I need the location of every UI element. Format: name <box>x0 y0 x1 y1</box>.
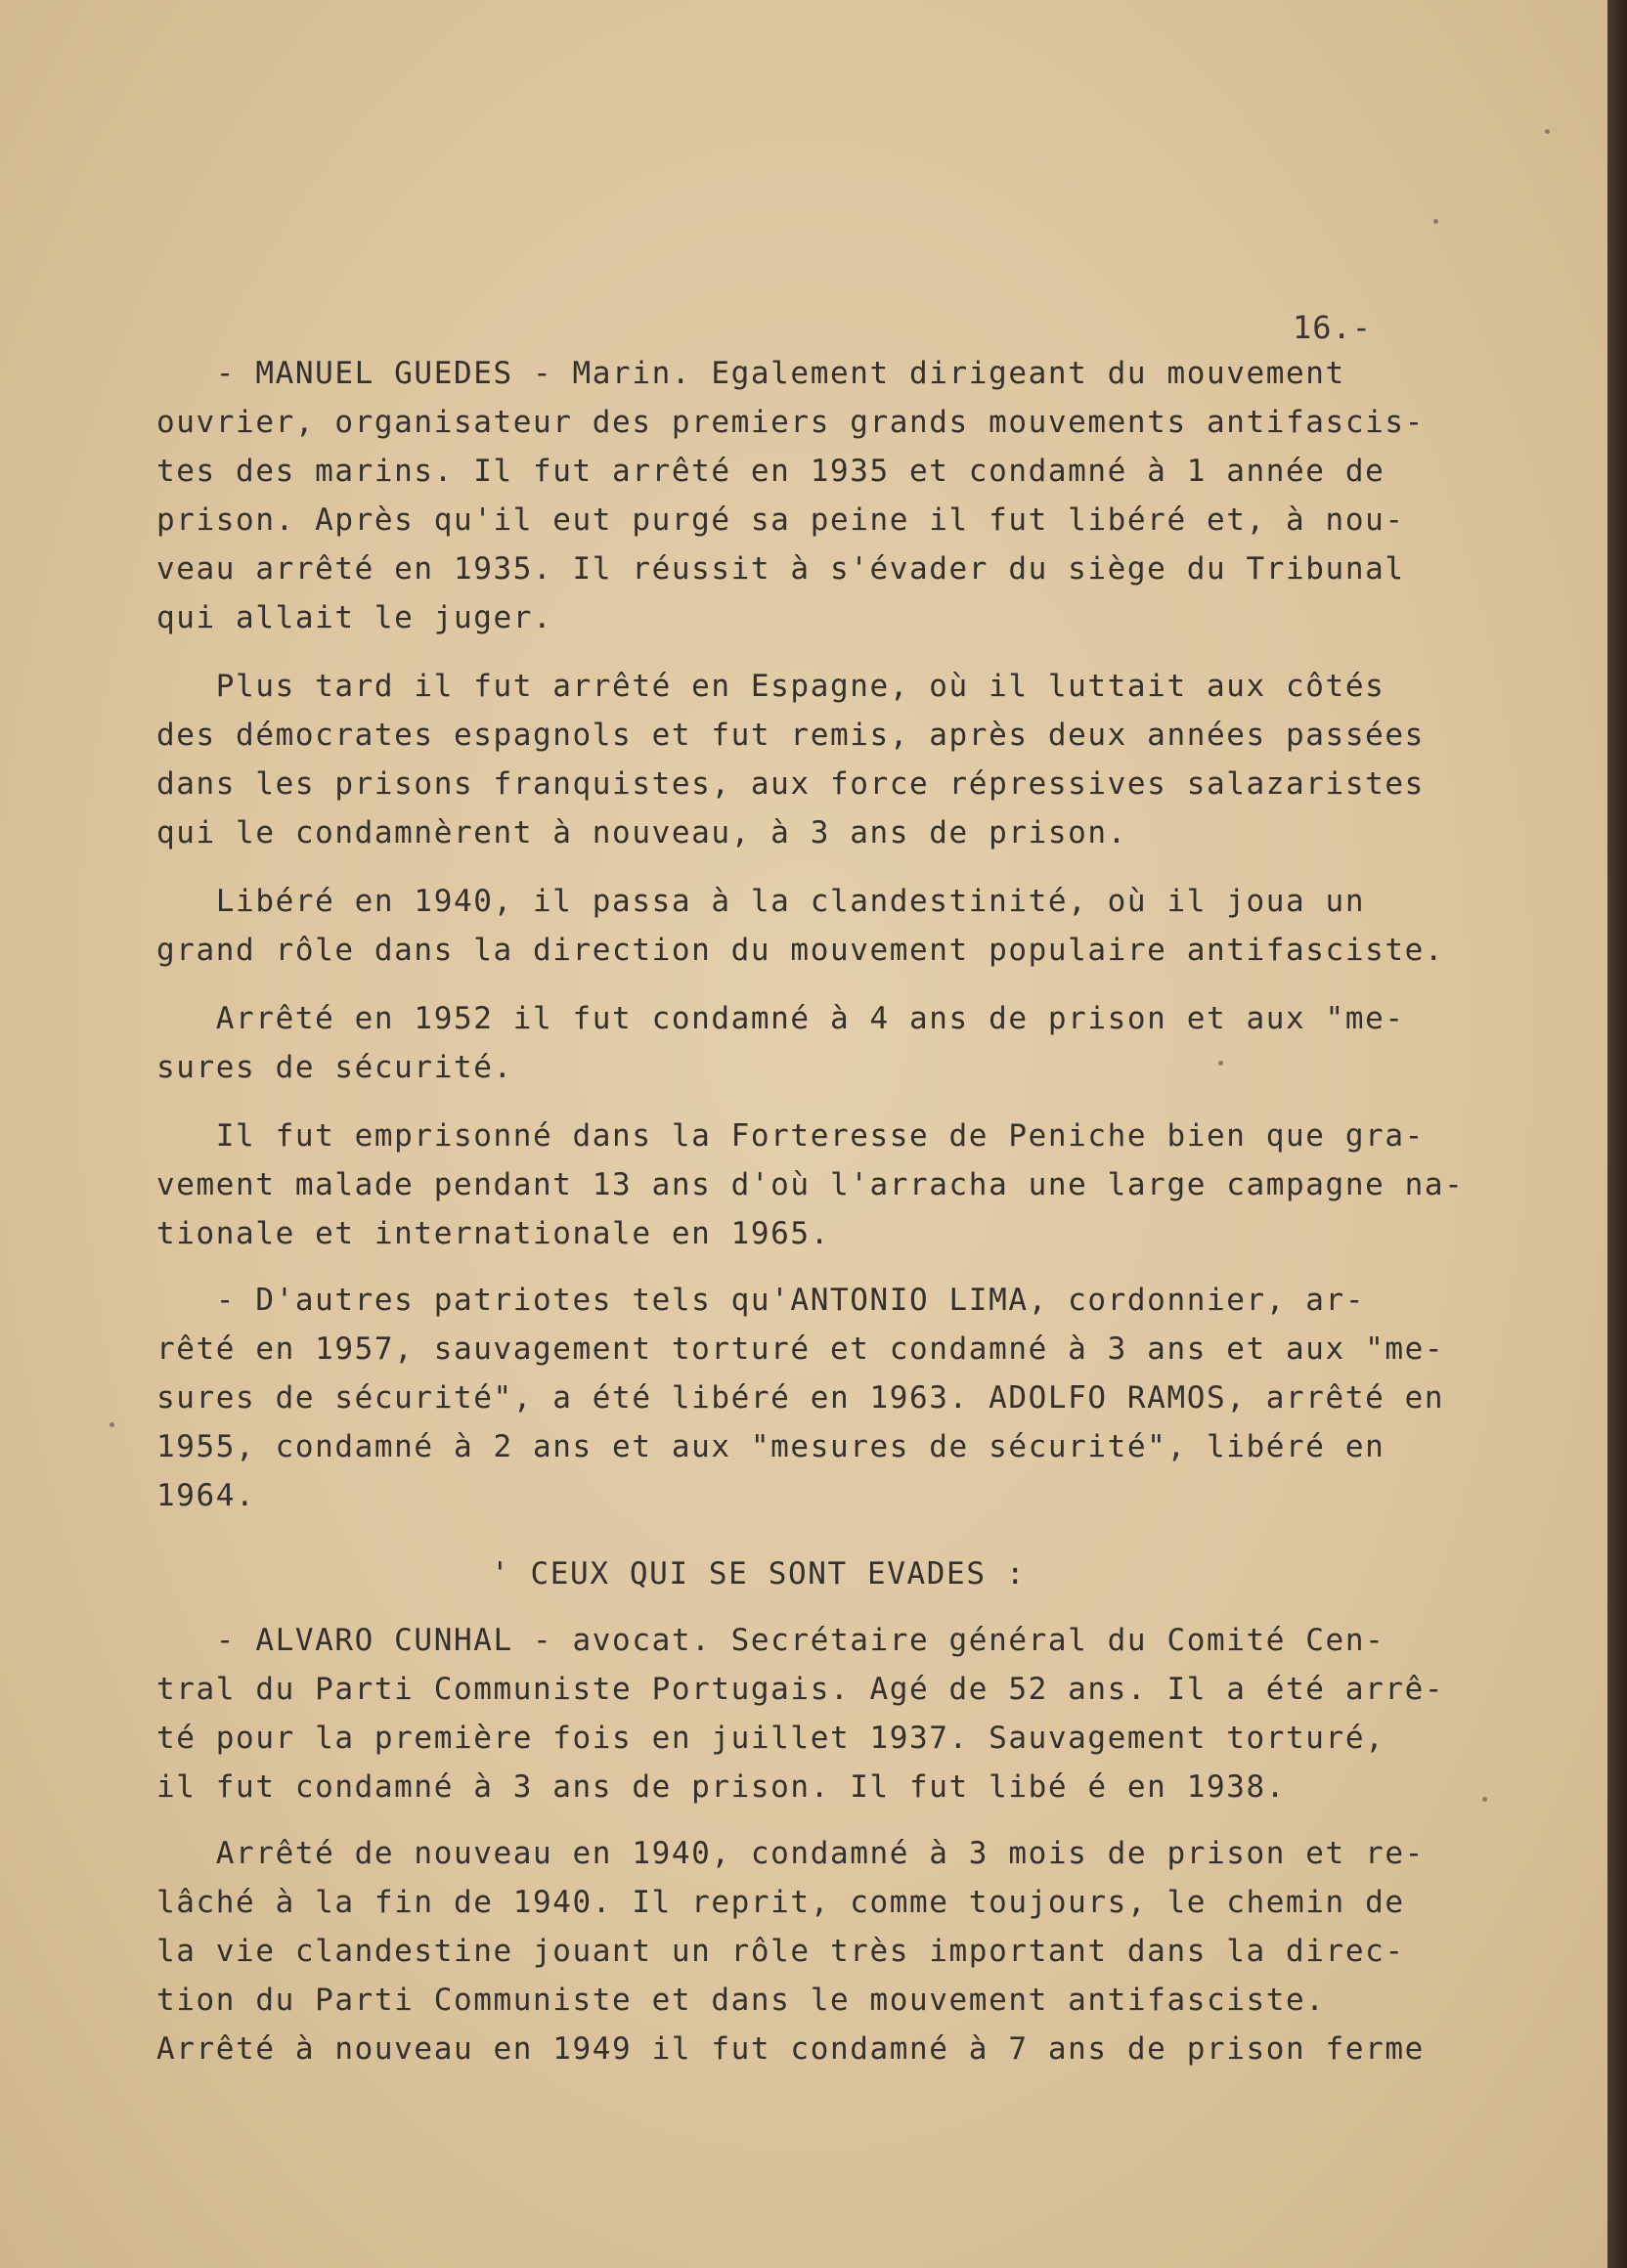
body-paragraph-6-line-4: 1955, condamné à 2 ans et aux "mesures de sécurité", libéré en <box>156 1429 1385 1464</box>
evades-paragraph-2-line-5: Arrêté à nouveau en 1949 il fut condamné à 7 ans de prison ferme <box>156 2031 1425 2067</box>
body-paragraph-1-line-2: ouvrier, organisateur des premiers grands mouvements antifascis- <box>156 405 1425 440</box>
body-paragraph-2-line-1: Plus tard il fut arrêté en Espagne, où il luttait aux côtés <box>156 669 1385 704</box>
evades-paragraph-2-line-1: Arrêté de nouveau en 1940, condamné à 3 mois de prison et re- <box>156 1836 1425 1871</box>
evades-paragraph-1-line-4: il fut condamné à 3 ans de prison. Il fut libé é en 1938. <box>156 1769 1287 1805</box>
body-paragraph-2-line-4: qui le condamnèrent à nouveau, à 3 ans de prison. <box>156 815 1127 850</box>
body-paragraph-5-line-2: vement malade pendant 13 ans d'où l'arracha une large campagne na- <box>156 1167 1465 1202</box>
section-heading: ' CEUX QUI SE SONT EVADES : <box>491 1556 1027 1592</box>
body-paragraph-2-line-2: des démocrates espagnols et fut remis, après deux années passées <box>156 718 1425 753</box>
body-paragraph-1-line-6: qui allait le juger. <box>156 600 553 635</box>
body-paragraph-1-line-4: prison. Après qu'il eut purgé sa peine il fut libéré et, à nou- <box>156 502 1405 538</box>
body-paragraph-6-line-2: rêté en 1957, sauvagement torturé et condamné à 3 ans et aux "me- <box>156 1331 1445 1367</box>
paper-speck <box>1482 1797 1487 1802</box>
body-paragraph-1-line-5: veau arrêté en 1935. Il réussit à s'évader du siège du Tribunal <box>156 551 1405 587</box>
body-paragraph-4-line-2: sures de sécurité. <box>156 1050 513 1085</box>
body-paragraph-2-line-3: dans les prisons franquistes, aux force répressives salazaristes <box>156 766 1425 802</box>
evades-paragraph-1-line-1: - ALVARO CUNHAL - avocat. Secrétaire général du Comité Cen- <box>156 1623 1385 1658</box>
body-paragraph-5-line-3: tionale et internationale en 1965. <box>156 1216 830 1251</box>
body-paragraph-6-line-3: sures de sécurité", a été libéré en 1963. ADOLFO RAMOS, arrêté en <box>156 1380 1445 1416</box>
paper-speck <box>110 1422 114 1427</box>
body-paragraph-6-line-1: - D'autres patriotes tels qu'ANTONIO LIMA, cordonnier, ar- <box>156 1283 1366 1318</box>
paper-speck <box>1545 129 1550 134</box>
page-number: 16.- <box>1293 309 1373 346</box>
evades-paragraph-2-line-3: la vie clandestine jouant un rôle très important dans la direc- <box>156 1934 1405 1969</box>
evades-paragraph-1-line-3: té pour la première fois en juillet 1937. Sauvagement torturé, <box>156 1721 1385 1756</box>
evades-paragraph-1-line-2: tral du Parti Communiste Portugais. Agé de 52 ans. Il a été arrê- <box>156 1672 1445 1707</box>
body-paragraph-6-line-5: 1964. <box>156 1478 256 1513</box>
body-paragraph-1-line-3: tes des marins. Il fut arrêté en 1935 et condamné à 1 année de <box>156 454 1385 489</box>
body-paragraph-5-line-1: Il fut emprisonné dans la Forteresse de Peniche bien que gra- <box>156 1118 1425 1154</box>
page-edge-shadow <box>1607 0 1627 2268</box>
body-paragraph-3-line-1: Libéré en 1940, il passa à la clandestinité, où il joua un <box>156 884 1366 919</box>
body-paragraph-4-line-1: Arrêté en 1952 il fut condamné à 4 ans de prison et aux "me- <box>156 1001 1405 1036</box>
evades-paragraph-2-line-4: tion du Parti Communiste et dans le mouvement antifasciste. <box>156 1983 1326 2018</box>
evades-paragraph-2-line-2: lâché à la fin de 1940. Il reprit, comme toujours, le chemin de <box>156 1885 1405 1920</box>
body-paragraph-3-line-2: grand rôle dans la direction du mouvement populaire antifasciste. <box>156 933 1445 968</box>
paper-speck <box>1218 1061 1223 1066</box>
body-paragraph-1-line-1: - MANUEL GUEDES - Marin. Egalement dirigeant du mouvement <box>156 356 1345 391</box>
paper-speck <box>1433 219 1438 224</box>
